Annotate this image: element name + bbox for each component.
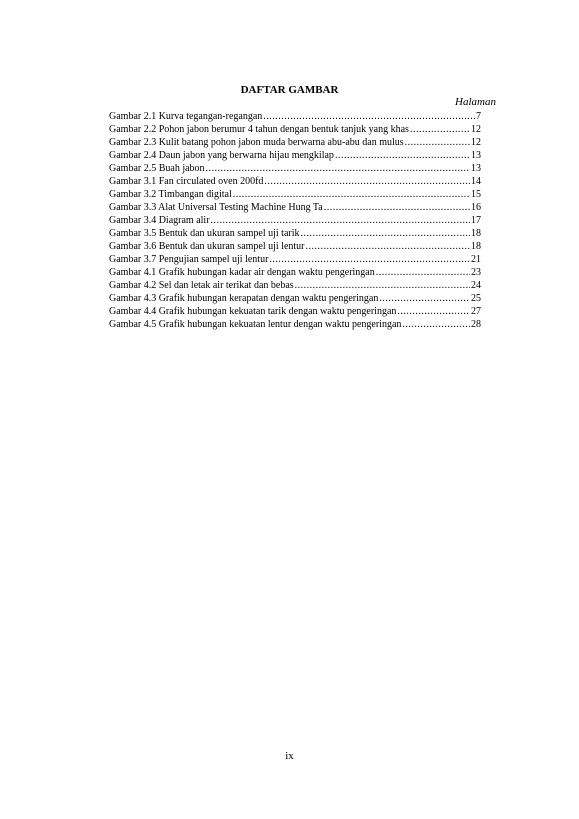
toc-entry-label: Gambar 4.1 Grafik hubungan kadar air dengan waktu pengeringan: [109, 267, 375, 278]
toc-entry-page: 27: [471, 306, 481, 317]
page-column-header: Halaman: [455, 96, 496, 108]
toc-entry-page: 13: [471, 163, 481, 174]
dot-leader: [379, 292, 470, 305]
dot-leader: [410, 123, 470, 136]
dot-leader: [306, 240, 470, 253]
toc-entry-page: 23: [471, 267, 481, 278]
toc-entry-label: Gambar 2.1 Kurva tegangan-regangan: [109, 111, 263, 122]
toc-entry-page: 12: [471, 137, 481, 148]
toc-entry[interactable]: [109, 305, 481, 318]
toc-entry-page: 17: [471, 215, 481, 226]
toc-entry[interactable]: [109, 162, 481, 175]
toc-entry[interactable]: [109, 201, 481, 214]
toc-entry-page: 18: [471, 241, 481, 252]
toc-entry-page: 7: [476, 111, 481, 122]
toc-entry-page: 25: [471, 293, 481, 304]
toc-entry[interactable]: [109, 214, 481, 227]
toc-entry[interactable]: [109, 292, 481, 305]
toc-entry-page: 15: [471, 189, 481, 200]
dot-leader: [376, 266, 470, 279]
dot-leader: [402, 318, 470, 331]
list-of-figures: [109, 110, 481, 331]
toc-entry[interactable]: [109, 175, 481, 188]
toc-entry-label: Gambar 2.4 Daun jabon yang berwarna hijau mengkilap: [109, 150, 334, 161]
dot-leader: [324, 201, 470, 214]
toc-entry-label: Gambar 4.5 Grafik hubungan kekuatan lentur dengan waktu pengeringan: [109, 319, 402, 330]
toc-entry[interactable]: [109, 123, 481, 136]
toc-entry-label: Gambar 2.3 Kulit batang pohon jabon muda berwarna abu-abu dan mulus: [109, 137, 404, 148]
toc-entry[interactable]: [109, 188, 481, 201]
dot-leader: [301, 227, 470, 240]
toc-entry-label: Gambar 3.6 Bentuk dan ukuran sampel uji lentur: [109, 241, 305, 252]
toc-entry[interactable]: [109, 240, 481, 253]
toc-entry[interactable]: [109, 227, 481, 240]
toc-entry-page: 28: [471, 319, 481, 330]
toc-entry-label: Gambar 3.7 Pengujian sampel uji lentur: [109, 254, 269, 265]
toc-entry-page: 24: [471, 280, 481, 291]
toc-entry-label: Gambar 2.5 Buah jabon: [109, 163, 205, 174]
toc-entry-label: Gambar 3.4 Diagram alir: [109, 215, 210, 226]
toc-entry-label: Gambar 2.2 Pohon jabon berumur 4 tahun dengan bentuk tanjuk yang khas: [109, 124, 409, 135]
toc-entry-label: Gambar 3.5 Bentuk dan ukuran sampel uji tarik: [109, 228, 300, 239]
toc-entry-page: 18: [471, 228, 481, 239]
dot-leader: [263, 110, 475, 123]
dot-leader: [206, 162, 470, 175]
toc-entry[interactable]: [109, 318, 481, 331]
toc-entry-label: Gambar 4.4 Grafik hubungan kekuatan tarik dengan waktu pengeringan: [109, 306, 397, 317]
page-number: ix: [285, 750, 294, 762]
page-title: DAFTAR GAMBAR: [240, 84, 339, 96]
toc-entry-page: 13: [471, 150, 481, 161]
dot-leader: [211, 214, 470, 227]
toc-entry-page: 12: [471, 124, 481, 135]
dot-leader: [397, 305, 470, 318]
toc-entry[interactable]: [109, 253, 481, 266]
toc-entry[interactable]: [109, 136, 481, 149]
toc-entry-label: Gambar 4.2 Sel dan letak air terikat dan bebas: [109, 280, 294, 291]
toc-entry[interactable]: [109, 279, 481, 292]
toc-entry-page: 14: [471, 176, 481, 187]
toc-entry-label: Gambar 3.2 Timbangan digital: [109, 189, 232, 200]
toc-entry[interactable]: [109, 110, 481, 123]
dot-leader: [264, 175, 470, 188]
toc-entry-page: 16: [471, 202, 481, 213]
toc-entry[interactable]: [109, 266, 481, 279]
dot-leader: [405, 136, 470, 149]
toc-entry-label: Gambar 3.1 Fan circulated oven 200fd: [109, 176, 264, 187]
dot-leader: [233, 188, 470, 201]
dot-leader: [295, 279, 470, 292]
toc-entry-label: Gambar 3.3 Alat Universal Testing Machine Hung Ta: [109, 202, 323, 213]
toc-entry-page: 21: [471, 254, 481, 265]
dot-leader: [335, 149, 470, 162]
toc-entry-label: Gambar 4.3 Grafik hubungan kerapatan dengan waktu pengeringan: [109, 293, 379, 304]
toc-entry[interactable]: [109, 149, 481, 162]
dot-leader: [269, 253, 470, 266]
